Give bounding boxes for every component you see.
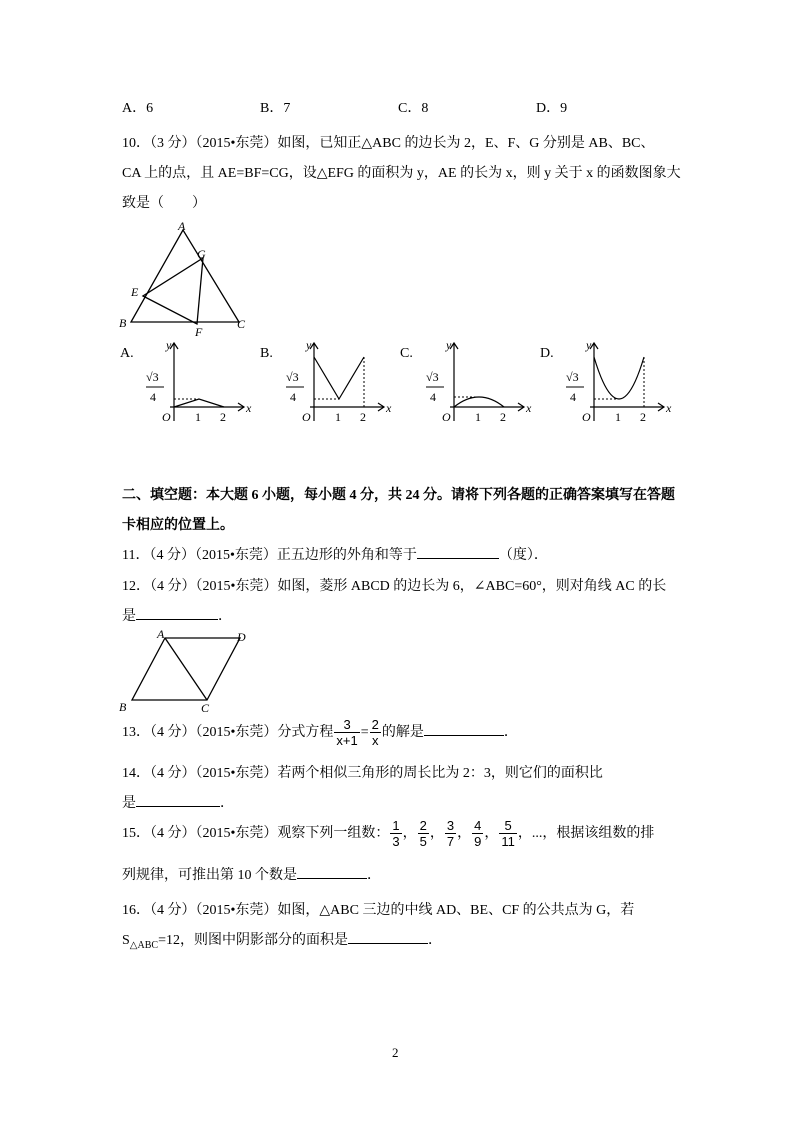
y-label: y xyxy=(586,338,592,352)
q10-line1: 10．（3 分）（2015•东莞）如图，已知正△ABC 的边长为 2，E、F、G 分别是 AB、BC、 xyxy=(122,136,655,151)
q12-line2-post: ． xyxy=(218,609,232,624)
origin-label: O xyxy=(582,410,591,424)
q16-line1: 16．（4 分）（2015•东莞）如图，△ABC 三边的中线 AD、BE、CF 的公共点为 G，若 xyxy=(122,903,635,918)
x-label: x xyxy=(526,401,532,415)
graph-curve xyxy=(174,399,224,407)
q11-text: 11．（4 分）（2015•东莞）正五边形的外角和等于 xyxy=(122,548,417,563)
sqrt3-label: √3 xyxy=(146,370,159,384)
x-label: x xyxy=(246,401,252,415)
tick-1-label: 1 xyxy=(195,410,201,424)
q15-line2 xyxy=(122,864,381,884)
q14-blank[interactable] xyxy=(136,792,220,807)
q13-mid: 的解是 xyxy=(381,725,424,740)
q12-line2-pre: 是 xyxy=(122,609,136,624)
rhombus-figure xyxy=(115,627,260,717)
q15-frac-2: $\frac{2}{5}$ xyxy=(419,818,427,850)
q15-frac-1: $\frac{1}{3}$ xyxy=(392,818,400,850)
graph-options xyxy=(110,335,700,435)
graph-letter-a: A. xyxy=(120,346,134,361)
q10-line2: CA 上的点，且 AE=BF=CG，设△EFG 的面积为 y，AE 的长为 x，则 y 关于 x 的函数图象大 xyxy=(122,166,681,181)
q15-line2-pre: 列规律，可推出第 10 个数是 xyxy=(122,868,297,883)
q12-line2 xyxy=(122,605,232,625)
tick-1-label: 1 xyxy=(335,410,341,424)
q16-line2 xyxy=(122,929,442,951)
rhombus-label-d: D xyxy=(237,630,246,644)
origin-label: O xyxy=(302,410,311,424)
q15-text: 15．（4 分）（2015•东莞）观察下列一组数： xyxy=(122,826,390,841)
tick-2-label: 2 xyxy=(500,410,506,424)
q13-text: 13．（4 分）（2015•东莞）分式方程 xyxy=(122,725,334,740)
q14-line2-pre: 是 xyxy=(122,796,136,811)
rhombus-label-b: B xyxy=(119,700,127,714)
q13-fraction-2: $\frac{2}{x}$ xyxy=(371,717,379,749)
q13 xyxy=(122,716,518,750)
q15-frac-4: $\frac{4}{9}$ xyxy=(474,818,482,850)
y-label: y xyxy=(446,338,452,352)
label-c: C xyxy=(237,317,246,331)
q13-blank[interactable] xyxy=(424,721,504,736)
label-f: F xyxy=(195,325,203,339)
denominator-label: 4 xyxy=(570,390,576,404)
label-a: A xyxy=(178,219,186,233)
x-label: x xyxy=(386,401,392,415)
tick-1-label: 1 xyxy=(475,410,481,424)
q9-option-b: B．7 xyxy=(260,101,291,116)
section2-heading-line2: 卡相应的位置上。 xyxy=(122,518,234,533)
q14-line2-post: ． xyxy=(220,796,234,811)
x-label: x xyxy=(666,401,672,415)
sqrt3-label: √3 xyxy=(426,370,439,384)
sqrt3-label: √3 xyxy=(286,370,299,384)
graph-option-d xyxy=(540,338,672,424)
q16-blank[interactable] xyxy=(348,929,428,944)
graph-curve xyxy=(594,357,644,399)
tick-1-label: 1 xyxy=(615,410,621,424)
graph-curve xyxy=(454,397,504,407)
q16-subscript: △ABC xyxy=(129,939,159,951)
denominator-label: 4 xyxy=(150,390,156,404)
tick-2-label: 2 xyxy=(640,410,646,424)
rhombus-label-a: A xyxy=(157,627,165,641)
rhombus-label-c: C xyxy=(201,701,210,715)
page-number: 2 xyxy=(392,1045,399,1060)
y-label: y xyxy=(306,338,312,352)
q9-option-c: C．8 xyxy=(398,101,429,116)
q16-s: S xyxy=(122,933,130,948)
graph-option-c xyxy=(400,338,532,424)
label-e: E xyxy=(131,285,139,299)
q13-fraction-1: $\frac{3}{x+1}$ xyxy=(336,717,358,749)
q9-option-a: A．6 xyxy=(122,101,154,116)
q13-post: ． xyxy=(503,725,518,740)
tick-2-label: 2 xyxy=(220,410,226,424)
graph-letter-c: C. xyxy=(400,346,413,361)
graph-curve xyxy=(314,357,364,399)
q9-option-d: D．9 xyxy=(536,101,568,116)
tick-2-label: 2 xyxy=(360,410,366,424)
label-b: B xyxy=(119,316,127,330)
q15-line1: 15．（4 分）（2015•东莞）观察下列一组数： $\frac{1}{3}$ ， $\frac{2}{5}$ ， $\frac{3}{7}$ ， $\frac{4}{9}$ ， $\frac{5}{11}$ ，...，根据该组数的排 xyxy=(122,818,655,850)
origin-label: O xyxy=(442,410,451,424)
triangle-figure xyxy=(115,218,255,340)
graph-option-b xyxy=(260,338,392,424)
q15-frac-5: $\frac{5}{11}$ xyxy=(501,818,515,850)
origin-label: O xyxy=(162,410,171,424)
q12-blank[interactable] xyxy=(136,605,218,620)
label-g: G xyxy=(197,247,206,261)
q16-line2-mid: =12，则图中阴影部分的面积是 xyxy=(158,933,348,948)
graph-letter-d: D. xyxy=(540,346,554,361)
q13-equals: = xyxy=(360,725,369,740)
q15-line2-post: ． xyxy=(367,868,381,883)
q15-blank[interactable] xyxy=(297,864,367,879)
q10-line3: 致是（ ） xyxy=(122,196,206,211)
q11-post: （度）． xyxy=(498,548,548,563)
q12-line1: 12．（4 分）（2015•东莞）如图，菱形 ABCD 的边长为 6，∠ABC=60°，则对角线 AC 的长 xyxy=(122,579,667,594)
sqrt3-label: √3 xyxy=(566,370,579,384)
y-label: y xyxy=(166,338,172,352)
q15-tail: ，...，根据该组数的排 xyxy=(517,826,655,841)
q14-line1: 14．（4 分）（2015•东莞）若两个相似三角形的周长比为 2：3，则它们的面积比 xyxy=(122,766,603,781)
q15-frac-3: $\frac{3}{7}$ xyxy=(446,818,455,850)
denominator-label: 4 xyxy=(290,390,296,404)
section2-heading-line1: 二、填空题：本大题 6 小题，每小题 4 分，共 24 分。请将下列各题的正确答案填写在答题 xyxy=(122,488,675,503)
q14-line2 xyxy=(122,792,234,812)
q11-blank[interactable] xyxy=(417,544,499,559)
q11 xyxy=(122,544,548,564)
graph-option-a xyxy=(120,338,252,424)
graph-letter-b: B. xyxy=(260,346,273,361)
q16-line2-post: ． xyxy=(427,933,442,948)
denominator-label: 4 xyxy=(430,390,436,404)
